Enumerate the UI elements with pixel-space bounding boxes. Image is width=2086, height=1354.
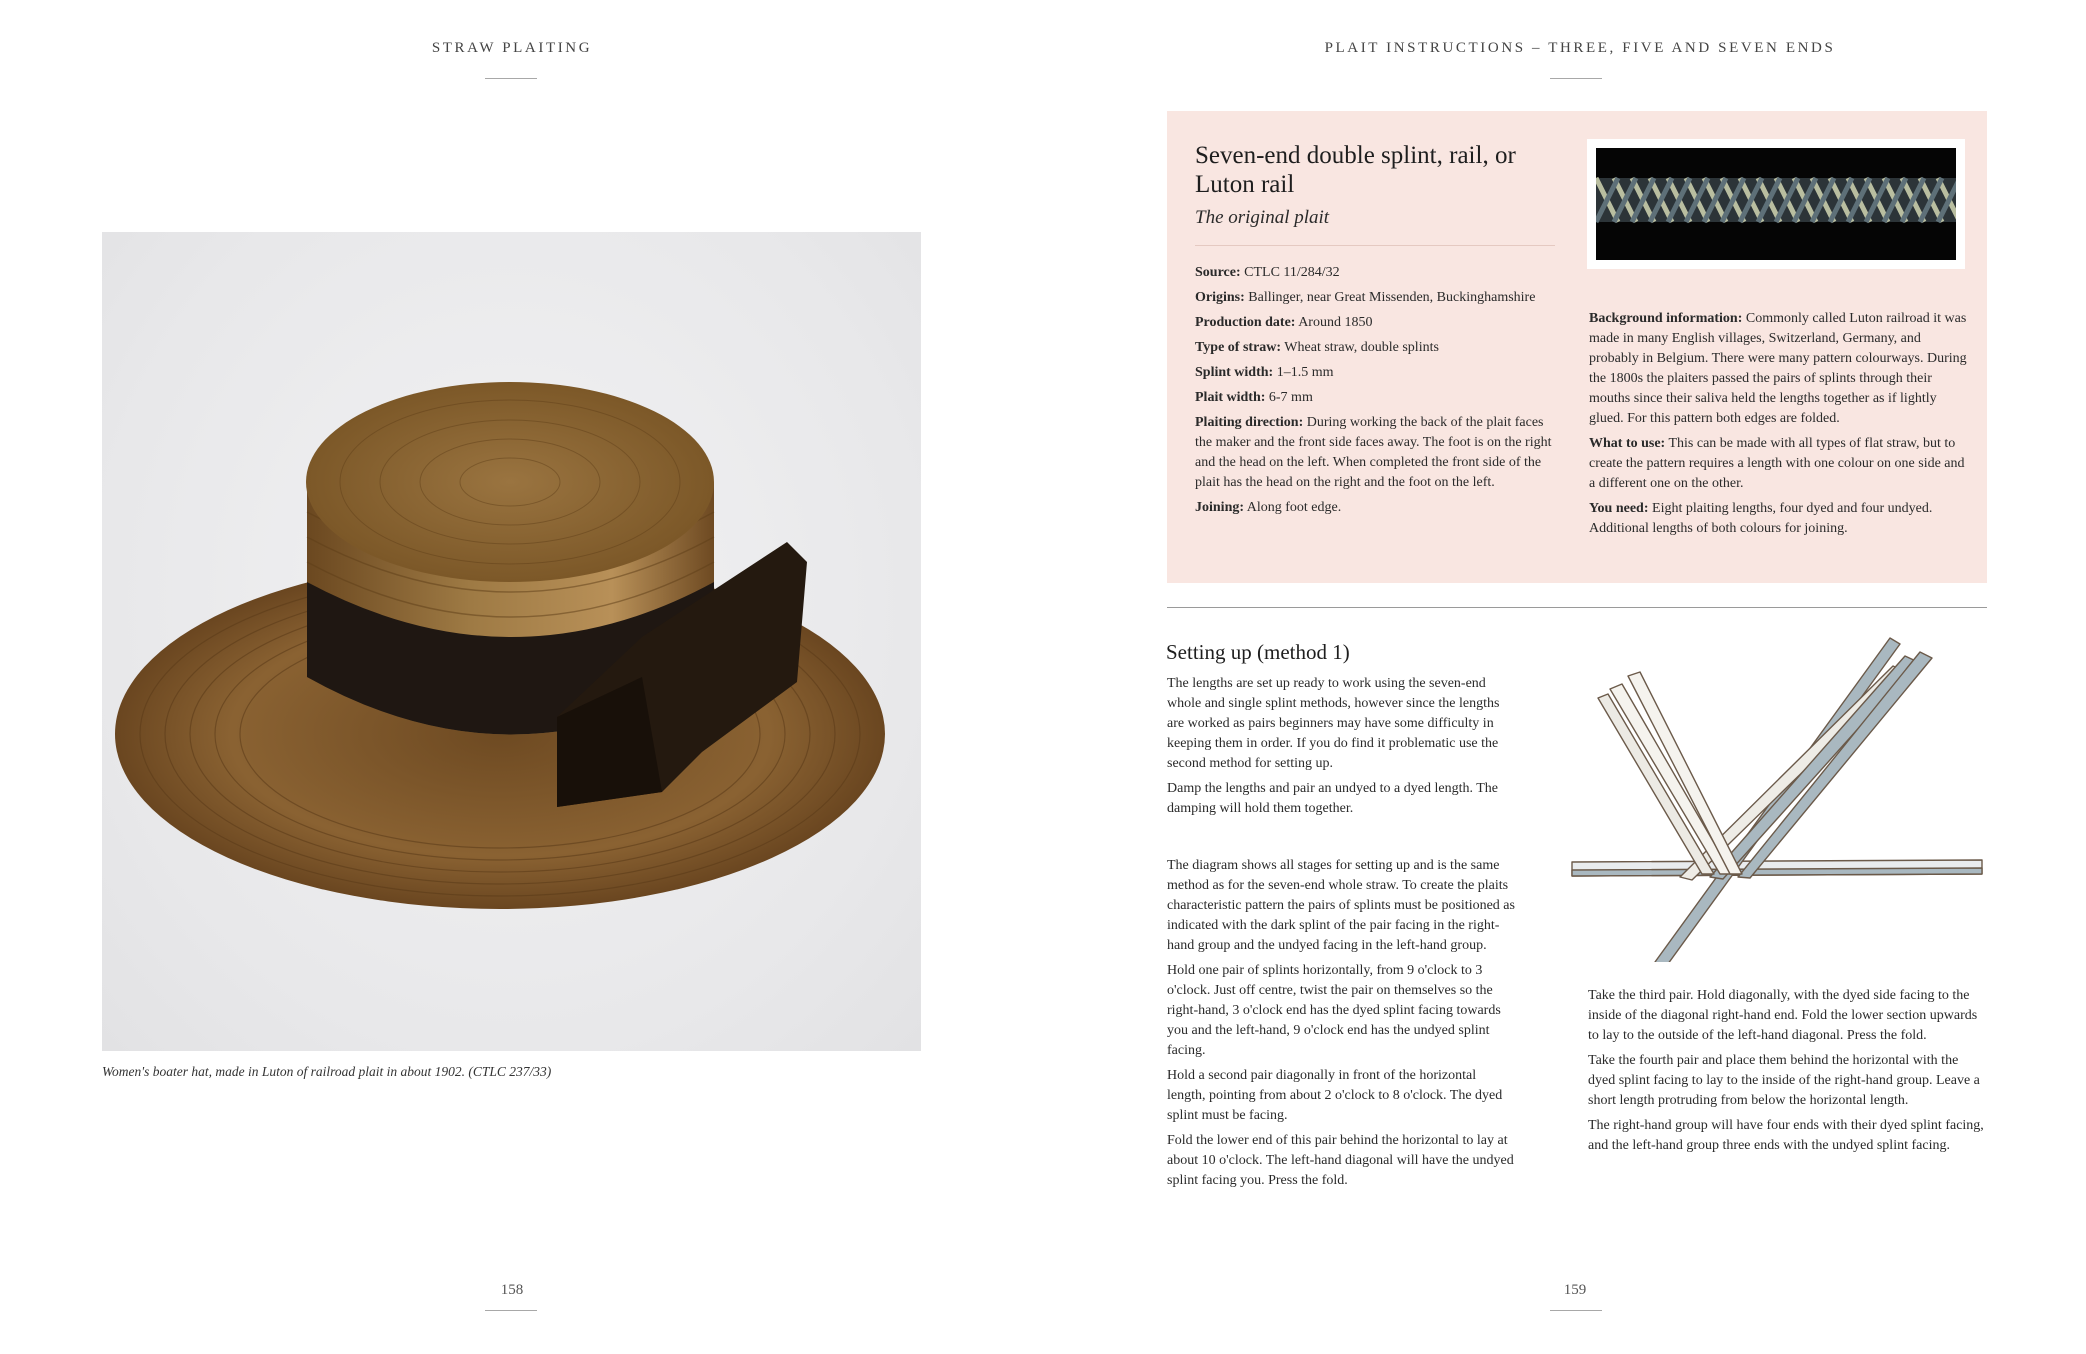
fact-background-information: Background information: Commonly called Luton railroad it was made in many English villages, Switzerland, Germany, and probably in Belgium. There were many pattern colourways. During the 1800s the plaiters passed the pairs of splints through their mouths since their saliva held the lengths together as if lightly glued. For this pattern both edges are folded. bbox=[1589, 311, 1967, 426]
splint-setup-illustration bbox=[1560, 622, 2000, 962]
plait-sample-illustration bbox=[1596, 148, 1956, 260]
title-rule bbox=[1195, 245, 1555, 246]
setup-paragraph: Take the third pair. Hold diagonally, with the dyed side facing to the inside of the diagonal right-hand end. Fold the lower section upwards to lay to the outside of the left-hand diagonal. Press the fold. bbox=[1588, 988, 1978, 1043]
fact-plaiting-direction: Plaiting direction: During working the back of the plait faces the maker and the front side faces away. The foot is on the right and the head on the left. When completed the front side of the plait has the head on the right and the foot on the left. bbox=[1195, 415, 1552, 490]
fact-plait-width: Plait width: 6-7 mm bbox=[1195, 390, 1313, 405]
plait-title: Seven-end double splint, rail, or Luton rail bbox=[1195, 142, 1516, 198]
plait-info-box bbox=[1167, 111, 1987, 583]
plait-sample-photo-frame bbox=[1587, 139, 1965, 269]
plait-facts-right bbox=[1589, 309, 1974, 544]
folio-rule-left bbox=[485, 1310, 537, 1311]
setup-intro-column bbox=[1167, 674, 1515, 824]
setup-paragraph: The lengths are set up ready to work using the seven-end whole and single splint methods, however since the lengths are worked as pairs beginners may have some difficulty in keeping them in order. If you do find it problematic use the second method for setting up. bbox=[1167, 676, 1500, 771]
fact-origins: Origins: Ballinger, near Great Missenden, Buckinghamshire bbox=[1195, 290, 1536, 305]
fact-splint-width: Splint width: 1–1.5 mm bbox=[1195, 365, 1334, 380]
setup-diagram bbox=[1560, 622, 2000, 962]
fact-production-date: Production date: Around 1850 bbox=[1195, 315, 1373, 330]
setup-paragraph: The right-hand group will have four ends with their dyed splint facing, and the left-hand group three ends with the undyed splint facing. bbox=[1588, 1118, 1984, 1153]
setup-steps-column bbox=[1167, 856, 1515, 1196]
section-divider bbox=[1167, 607, 1987, 608]
photo-caption: Women's boater hat, made in Luton of railroad plait in about 1902. (CTLC 237/33) bbox=[102, 1064, 552, 1079]
page-number-left: 158 bbox=[500, 1282, 524, 1298]
setup-section-title: Setting up (method 1) bbox=[1166, 640, 1350, 664]
setup-paragraph: Hold one pair of splints horizontally, from 9 o'clock to 3 o'clock. Just off centre, twist the pair on themselves so the right-hand, 3 o'clock end has the dyed splint facing towards you and the left-hand, 9 o'clock end has the undyed splint facing. bbox=[1167, 963, 1501, 1058]
plait-sample-photo bbox=[1596, 148, 1956, 260]
setup-paragraph: Damp the lengths and pair an undyed to a dyed length. The damping will hold them together. bbox=[1167, 781, 1498, 816]
fact-source: Source: CTLC 11/284/32 bbox=[1195, 265, 1340, 280]
page-number-right: 159 bbox=[1563, 1282, 1587, 1298]
running-head-right: PLAIT INSTRUCTIONS – THREE, FIVE AND SEVEN ENDS bbox=[1324, 40, 1836, 56]
plait-facts-left bbox=[1195, 263, 1557, 523]
fact-joining: Joining: Along foot edge. bbox=[1195, 500, 1342, 515]
boater-hat-illustration bbox=[102, 232, 921, 1051]
head-rule-right bbox=[1550, 78, 1602, 79]
setup-paragraph: Hold a second pair diagonally in front of the horizontal length, pointing from about 2 o'clock to 8 o'clock. The dyed splint must be facing. bbox=[1167, 1068, 1503, 1123]
setup-paragraph: Take the fourth pair and place them behind the horizontal with the dyed splint facing to lay to the inside of the right-hand group. Leave a short length protruding from below the horizontal length. bbox=[1588, 1053, 1980, 1108]
setup-paragraph: The diagram shows all stages for setting up and is the same method as for the seven-end whole straw. To create the plaits characteristic pattern the pairs of splints must be positioned as indicated with the dark splint of the pair facing in the right-hand group and the undyed facing in the left-hand group. bbox=[1167, 858, 1515, 953]
left-page bbox=[0, 0, 1030, 1354]
fact-type-of-straw: Type of straw: Wheat straw, double splints bbox=[1195, 340, 1439, 355]
folio-rule-right bbox=[1550, 1310, 1602, 1311]
fact-you-need: You need: Eight plaiting lengths, four dyed and four undyed. Additional lengths of both colours for joining. bbox=[1589, 501, 1933, 536]
head-rule-left bbox=[485, 78, 537, 79]
fact-what-to-use: What to use: This can be made with all types of flat straw, but to create the pattern requires a length with one colour on one side and a different one on the other. bbox=[1589, 436, 1965, 491]
boater-hat-photo bbox=[102, 232, 921, 1051]
setup-paragraph: Fold the lower end of this pair behind the horizontal to lay at about 10 o'clock. The left-hand diagonal will have the undyed splint facing you. Press the fold. bbox=[1167, 1133, 1514, 1188]
plait-subtitle: The original plait bbox=[1195, 207, 1330, 228]
setup-right-column bbox=[1588, 986, 1984, 1161]
running-head-left: STRAW PLAITING bbox=[431, 40, 593, 56]
